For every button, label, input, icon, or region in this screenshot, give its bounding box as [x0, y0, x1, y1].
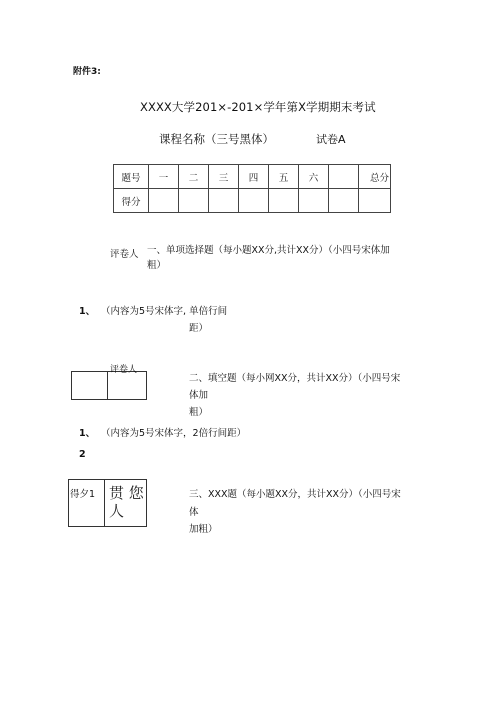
course-name: 课程名称（三号黑体）	[159, 132, 274, 146]
section2-heading-line1: 二、填空题（每小网XX分，共计XX分）（小四号宋	[189, 373, 401, 384]
section1-q1-line2: 距）	[189, 323, 209, 334]
attachment-label: 附件3:	[73, 67, 101, 77]
score-table-header-row	[114, 165, 391, 189]
score-cell[interactable]	[359, 189, 391, 213]
score-table-score-row	[114, 189, 391, 213]
paper-label: 试卷A	[316, 133, 346, 146]
section3-heading-line3: 加粗）	[189, 524, 218, 535]
section2-grader-label: 评卷人	[110, 365, 138, 375]
score-row-label: 得分	[114, 189, 149, 213]
section3-handwritten-line1: 贯 您	[109, 484, 144, 502]
section2-q2-number: 2	[79, 449, 86, 460]
section2-grader-box[interactable]	[106, 371, 147, 400]
header-cell	[329, 165, 359, 189]
header-cell: 三	[209, 165, 239, 189]
score-cell[interactable]	[149, 189, 179, 213]
exam-title: XXXX大学201×-201×学年第X学期期末考试	[140, 100, 376, 114]
score-cell[interactable]	[269, 189, 299, 213]
header-cell: 一	[149, 165, 179, 189]
header-cell: 四	[239, 165, 269, 189]
header-cell: 五	[269, 165, 299, 189]
section3-score-label: 得夕1	[70, 489, 96, 500]
score-cell[interactable]	[239, 189, 269, 213]
header-cell: 六	[299, 165, 329, 189]
section2-q1-text: （内容为5号宋体字，2倍行间距）	[101, 428, 247, 439]
header-cell: 总分	[359, 165, 391, 189]
section1-grader-label: 评卷人	[110, 249, 139, 260]
score-cell[interactable]	[179, 189, 209, 213]
section2-score-box[interactable]	[71, 371, 108, 400]
section3-handwritten-line2: 人	[109, 502, 125, 520]
section1-q1-number: 1、	[79, 306, 96, 317]
score-cell[interactable]	[299, 189, 329, 213]
section1-q1-line1: （内容为5号宋体字, 单倍行间	[101, 306, 228, 317]
section3-heading-line2: 体	[189, 507, 199, 518]
section1-heading-line1: 一、单项选择题（每小题XX分,共计XX分）（小四号宋体加	[147, 245, 390, 256]
header-cell: 题号	[114, 165, 149, 189]
section2-heading-line3: 粗）	[189, 407, 209, 418]
section3-heading-line1: 三、XXX题（每小题XX分，共计XX分）（小四号宋	[189, 489, 401, 500]
score-cell[interactable]	[209, 189, 239, 213]
score-cell[interactable]	[329, 189, 359, 213]
score-table	[113, 164, 391, 213]
section2-q1-number: 1、	[79, 428, 96, 439]
header-cell: 二	[179, 165, 209, 189]
section1-heading-line2: 粗）	[147, 260, 167, 271]
section2-heading-line2: 体加	[189, 390, 209, 401]
